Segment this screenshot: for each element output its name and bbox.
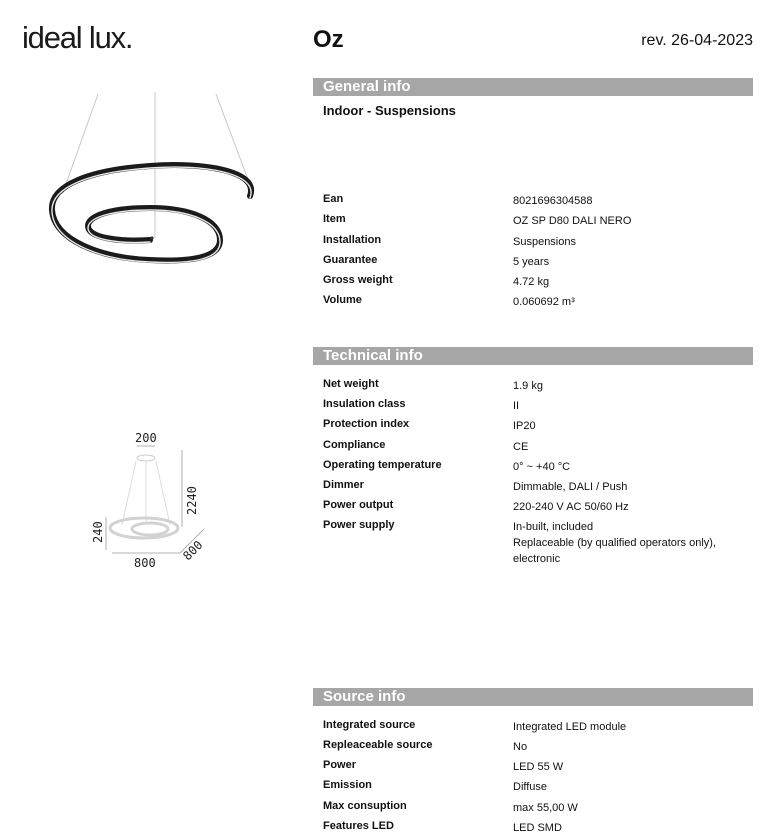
spec-label: Repleaceable source	[323, 739, 433, 751]
spec-label: Insulation class	[323, 398, 406, 410]
spec-value-line: electronic	[513, 553, 561, 565]
spec-value: Integrated LED module	[513, 721, 627, 733]
spec-value: 8021696304588	[513, 195, 593, 207]
section-general-info: General info	[313, 78, 753, 96]
spec-value-line: Replaceable (by qualified operators only),	[513, 537, 717, 549]
spiral-lamp-body	[52, 165, 251, 262]
spec-label: Max consuption	[323, 800, 407, 812]
section-technical-info: Technical info	[313, 347, 753, 365]
spec-label: Power	[323, 759, 357, 771]
dimension-drawing	[80, 425, 220, 575]
spec-label: Power supply	[323, 519, 395, 531]
spec-label: Operating temperature	[323, 459, 442, 471]
revision-date: rev. 26-04-2023	[641, 32, 753, 49]
spec-value: 0.060692 m³	[513, 296, 575, 308]
spec-label: Dimmer	[323, 479, 364, 491]
spec-value: 0° ~ +40 °C	[513, 461, 571, 473]
spec-label: Compliance	[323, 439, 386, 451]
spec-label: Ean	[323, 193, 344, 205]
spec-label: Net weight	[323, 378, 379, 390]
section-source-info: Source info	[313, 688, 753, 706]
spec-label: Guarantee	[323, 254, 378, 266]
spec-label: Integrated source	[323, 719, 416, 731]
dim-height-total: 2240	[185, 486, 199, 515]
spec-label: Features LED	[323, 820, 394, 832]
spec-label: Volume	[323, 294, 362, 306]
spec-value: 5 years	[513, 256, 550, 268]
spec-value: IP20	[513, 420, 536, 432]
product-name: Oz	[313, 26, 344, 53]
spec-value: max 55,00 W	[513, 802, 578, 814]
brand-logo: ideal lux.	[22, 20, 133, 55]
dim-ring-height: 240	[91, 521, 105, 543]
spec-value: Suspensions	[513, 236, 576, 248]
category-label: Indoor - Suspensions	[323, 103, 456, 118]
spec-value: CE	[513, 441, 529, 453]
spec-value: Diffuse	[513, 781, 548, 793]
spec-value: 220-240 V AC 50/60 Hz	[513, 501, 629, 513]
spec-value: LED SMD	[513, 822, 562, 834]
product-photo	[40, 90, 280, 290]
dim-canopy: 200	[135, 431, 157, 445]
spec-value: 1.9 kg	[513, 380, 543, 392]
spec-label: Protection index	[323, 418, 410, 430]
spec-label: Item	[323, 213, 346, 225]
spec-value	[513, 519, 753, 567]
spec-label: Gross weight	[323, 274, 393, 286]
spec-label: Power output	[323, 499, 394, 511]
spec-value: LED 55 W	[513, 761, 564, 773]
spec-value: No	[513, 741, 528, 753]
spec-value-line: In-built, included	[513, 521, 594, 533]
spec-value: II	[513, 400, 520, 412]
spec-label: Installation	[323, 234, 382, 246]
dim-depth: 800	[180, 537, 206, 564]
dim-width: 800	[134, 556, 156, 570]
spec-value: 4.72 kg	[513, 276, 550, 288]
spec-value: Dimmable, DALI / Push	[513, 481, 628, 493]
spec-label: Emission	[323, 779, 372, 791]
spec-value: OZ SP D80 DALI NERO	[513, 215, 632, 227]
